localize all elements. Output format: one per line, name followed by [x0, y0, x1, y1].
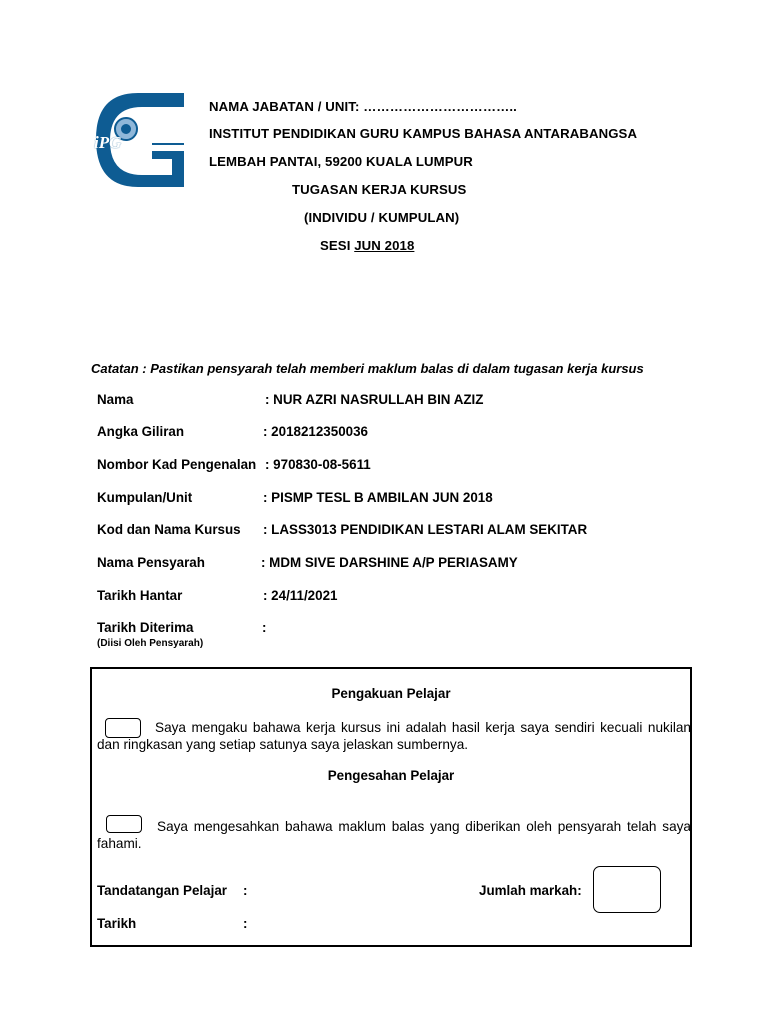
header-address: LEMBAH PANTAI, 59200 KUALA LUMPUR: [209, 154, 473, 169]
field-sublabel-diisi: (Diisi Oleh Pensyarah): [97, 638, 204, 649]
declaration-title-pengakuan: Pengakuan Pelajar: [331, 686, 451, 701]
header-individual-group: (INDIVIDU / KUMPULAN): [304, 210, 460, 225]
field-value-kursus: : LASS3013 PENDIDIKAN LESTARI ALAM SEKITAR: [263, 522, 588, 537]
field-value-nama: : NUR AZRI NASRULLAH BIN AZIZ: [265, 392, 484, 407]
header-session: [320, 238, 414, 253]
marks-label: Jumlah markah:: [479, 883, 582, 898]
header-coursework-title: TUGASAN KERJA KURSUS: [292, 182, 467, 197]
marks-box[interactable]: [593, 866, 661, 913]
declaration-text-pengesahan: Saya mengesahkan bahawa maklum balas yang diberikan oleh pensyarah telah saya fahami.: [97, 819, 691, 851]
note-text: Catatan : Pastikan pensyarah telah memberi maklum balas di dalam tugasan kerja kursus: [91, 361, 644, 376]
field-value-tarikh-hantar: : 24/11/2021: [263, 588, 338, 603]
field-label-pensyarah: Nama Pensyarah: [97, 555, 205, 570]
field-value-kumpulan: : PISMP TESL B AMBILAN JUN 2018: [263, 490, 493, 505]
declaration-text-pengakuan: Saya mengaku bahawa kerja kursus ini adalah hasil kerja saya sendiri kecuali nukilan dan ringkasan yang setiap satunya saya jelaskan sumbernya.: [97, 720, 691, 752]
signature-colon: :: [243, 883, 248, 898]
field-value-pensyarah: : MDM SIVE DARSHINE A/P PERIASAMY: [261, 555, 518, 570]
signature-label: Tandatangan Pelajar: [97, 883, 227, 898]
session-value: JUN 2018: [354, 238, 415, 253]
field-value-kad-pengenalan: : 970830-08-5611: [265, 457, 371, 472]
declaration-box: [90, 667, 692, 947]
date-label: Tarikh: [97, 916, 137, 931]
header-department: NAMA JABATAN / UNIT: ……………………………..: [209, 99, 517, 114]
field-value-angka-giliran: : 2018212350036: [263, 424, 368, 439]
field-label-kumpulan: Kumpulan/Unit: [97, 490, 193, 505]
field-label-kursus: Kod dan Nama Kursus: [97, 522, 241, 537]
logo-text: iPG: [94, 133, 122, 152]
field-label-tarikh-diterima: Tarikh Diterima: [97, 620, 194, 635]
declaration-title-pengesahan: Pengesahan Pelajar: [327, 768, 455, 783]
date-colon: :: [243, 916, 248, 931]
field-label-angka-giliran: Angka Giliran: [97, 424, 185, 439]
field-label-tarikh-hantar: Tarikh Hantar: [97, 588, 183, 603]
field-label-kad-pengenalan: Nombor Kad Pengenalan: [97, 457, 257, 472]
field-value-tarikh-diterima: :: [262, 620, 267, 635]
ipg-logo: [92, 93, 184, 189]
header-institute: INSTITUT PENDIDIKAN GURU KAMPUS BAHASA ANTARABANGSA: [209, 126, 638, 141]
session-prefix: SESI: [320, 238, 355, 253]
field-label-nama: Nama: [97, 392, 134, 407]
